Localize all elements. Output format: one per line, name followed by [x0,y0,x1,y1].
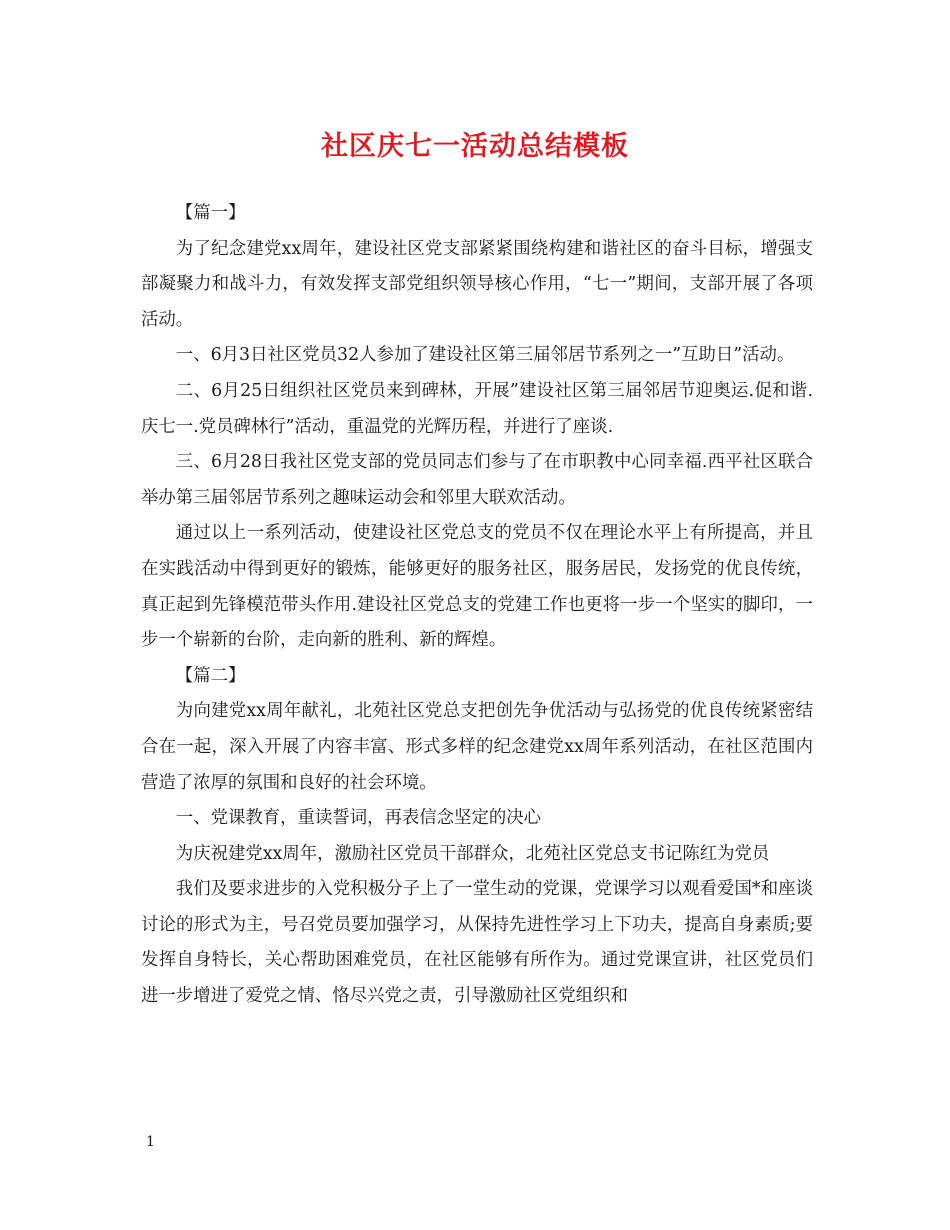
paragraph: 二、6月25日组织社区党员来到碑林，开展”建设社区第三届邻居节迎奥运.促和谐.庆七一.党员碑林行”活动，重温党的光辉历程，并进行了座谈. [141,380,813,437]
document-title: 社区庆七一活动总结模板 [321,131,629,162]
page-number: 1 [146,1134,155,1150]
section-heading-2: 【篇二】 [175,665,246,686]
paragraph: 为庆祝建党xx周年，激励社区党员干部群众，北苑社区党总支书记陈红为党员 [175,843,770,864]
paragraph: 一、党课教育，重读誓词，再表信念坚定的决心 [175,808,542,829]
paragraph: 一、6月3日社区党员32人参加了建设社区第三届邻居节系列之一”互助日”活动。 [175,345,795,366]
paragraph: 通过以上一系列活动，使建设社区党总支的党员不仅在理论水平上有所提高，并且在实践活动中得到更好的锻炼，能够更好的服务社区，服务居民，发扬党的优良传统，真正起到先锋模范带头作用.建设社区党总支的党建工作也更将一步一个坚实的脚印，一步一个崭新的台阶，走向新的胜利、新的辉煌。 [141,523,813,651]
paragraph: 为了纪念建党xx周年，建设社区党支部紧紧围绕构建和谐社区的奋斗目标，增强支部凝聚力和战斗力，有效发挥支部党组织领导核心作用，“七一”期间，支部开展了各项活动。 [141,238,813,330]
paragraph: 我们及要求进步的入党积极分子上了一堂生动的党课，党课学习以观看爱国*和座谈讨论的形式为主，号召党员要加强学习，从保持先进性学习上下功夫，提高自身素质;要发挥自身特长，关心帮助困难党员，在社区能够有所作为。通过党课宣讲，社区党员们进一步增进了爱党之情、恪尽兴党之责，引导激励社区党组织和 [141,879,813,1007]
paragraph: 为向建党xx周年献礼，北苑社区党总支把创先争优活动与弘扬党的优良传统紧密结合在一起，深入开展了内容丰富、形式多样的纪念建党xx周年系列活动，在社区范围内营造了浓厚的氛围和良好的社会环境。 [141,701,813,793]
paragraph: 三、6月28日我社区党支部的党员同志们参与了在市职教中心同幸福.西平社区联合举办第三届邻居节系列之趣味运动会和邻里大联欢活动。 [141,452,813,508]
document-body [141,196,813,1015]
section-heading-1: 【篇一】 [175,203,246,223]
